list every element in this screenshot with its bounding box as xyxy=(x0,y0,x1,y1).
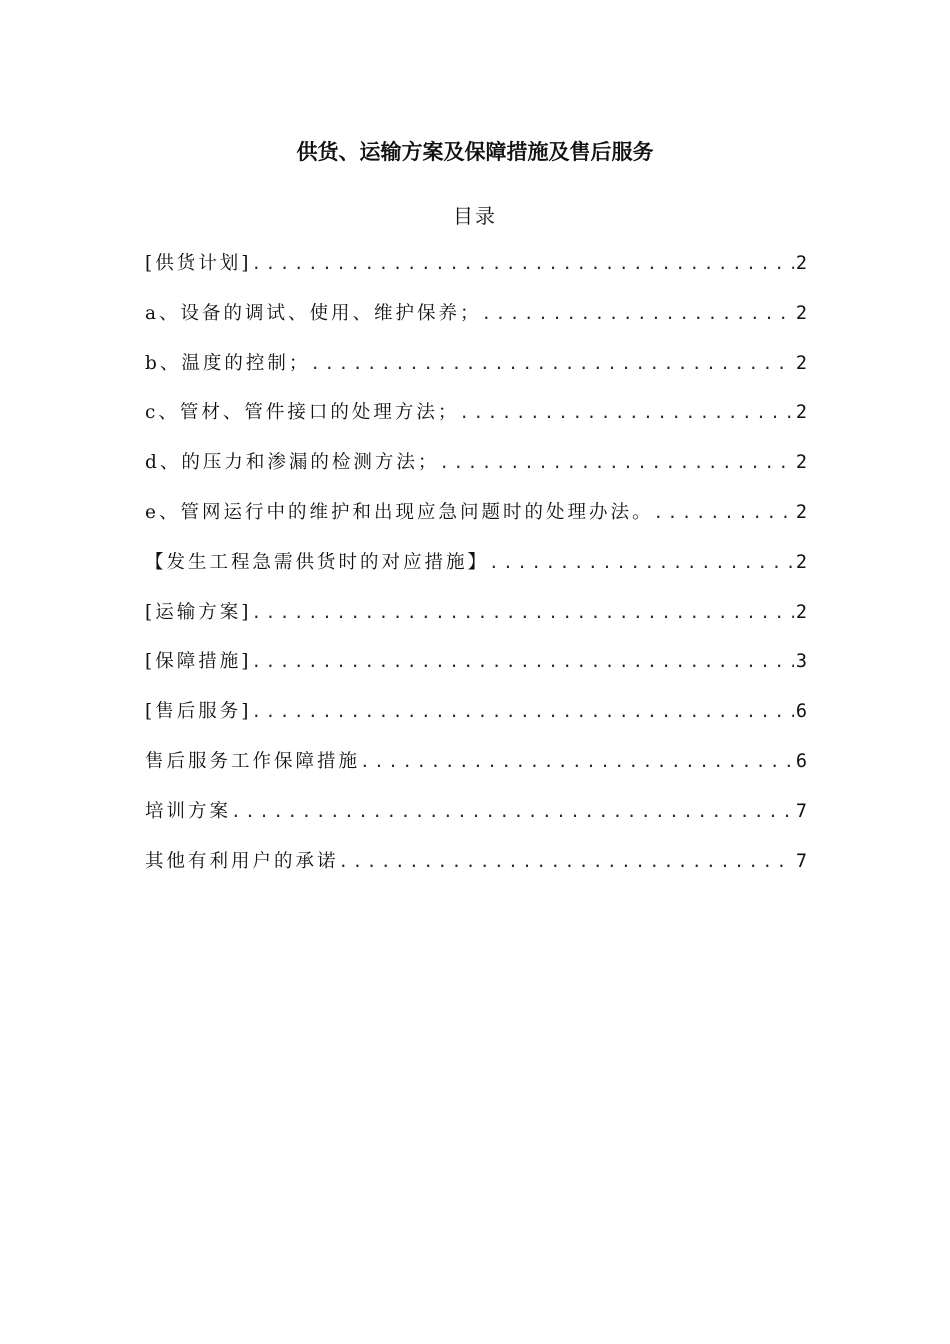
toc-page-number: 2 xyxy=(795,452,807,474)
toc-dot-leader xyxy=(360,746,794,778)
toc-entry-label: 售后服务工作保障措施 xyxy=(145,750,361,772)
toc-entry-label: d、的压力和渗漏的检测方法； xyxy=(145,452,440,474)
toc-page-number: 2 xyxy=(795,551,807,573)
toc-entry-label: 其他有利用户的承诺 xyxy=(145,850,339,872)
table-of-contents xyxy=(145,248,807,895)
toc-dot-leader xyxy=(251,248,793,280)
toc-page-number: 2 xyxy=(795,601,807,623)
document-title: 供货、运输方案及保障措施及售后服务 xyxy=(296,140,654,164)
toc-dot-leader xyxy=(653,497,793,529)
toc-entry-after-sales-service[interactable] xyxy=(145,696,807,746)
toc-page-number: 3 xyxy=(795,651,807,673)
toc-dot-leader xyxy=(439,447,794,479)
toc-page-number: 2 xyxy=(795,402,807,424)
toc-entry-supply-plan[interactable] xyxy=(145,248,807,298)
toc-entry-label: 【发生工程急需供货时的对应措施】 xyxy=(145,551,490,573)
toc-entry-transport-plan[interactable] xyxy=(145,597,807,647)
toc-entry-label: [售后服务] xyxy=(145,701,252,723)
toc-entry-guarantee-measures[interactable] xyxy=(145,646,807,696)
toc-dot-leader xyxy=(459,397,793,429)
toc-entry-label: b、温度的控制； xyxy=(145,352,311,374)
toc-page-number: 6 xyxy=(795,701,807,723)
toc-entry-temperature-control[interactable] xyxy=(145,348,807,398)
toc-dot-leader xyxy=(482,298,794,330)
toc-page-number: 2 xyxy=(795,253,807,274)
toc-dot-leader xyxy=(339,846,794,878)
toc-dot-leader xyxy=(310,348,794,380)
toc-dot-leader xyxy=(251,646,793,678)
toc-dot-leader xyxy=(251,597,793,629)
toc-entry-label: e、管网运行中的维护和出现应急问题时的处理办法。 xyxy=(145,501,654,523)
toc-page-number: 7 xyxy=(795,850,807,872)
toc-dot-leader xyxy=(231,796,794,828)
toc-heading: 目录 xyxy=(453,204,497,228)
toc-page-number: 6 xyxy=(795,750,807,772)
toc-page-number: 2 xyxy=(795,501,807,523)
toc-entry-label: c、管材、管件接口的处理方法； xyxy=(145,402,460,424)
toc-entry-after-sales-guarantee[interactable] xyxy=(145,746,807,796)
toc-page-number: 7 xyxy=(795,800,807,822)
toc-entry-pipe-joints[interactable] xyxy=(145,397,807,447)
toc-entry-training-plan[interactable] xyxy=(145,796,807,846)
toc-entry-urgent-supply[interactable] xyxy=(145,547,807,597)
toc-page-number: 2 xyxy=(795,352,807,374)
toc-entry-label: a、设备的调试、使用、维护保养； xyxy=(145,302,482,324)
toc-entry-label: [运输方案] xyxy=(145,601,252,623)
toc-dot-leader xyxy=(489,547,794,579)
toc-entry-label: [保障措施] xyxy=(145,651,252,673)
toc-entry-equipment-debugging[interactable] xyxy=(145,298,807,348)
toc-entry-pressure-leak-testing[interactable] xyxy=(145,447,807,497)
toc-entry-label: [供货计划] xyxy=(145,253,252,274)
toc-entry-network-maintenance[interactable] xyxy=(145,497,807,547)
toc-dot-leader xyxy=(251,696,793,728)
toc-entry-label: 培训方案 xyxy=(145,800,232,822)
toc-page-number: 2 xyxy=(795,302,807,324)
toc-entry-other-commitments[interactable] xyxy=(145,846,807,896)
